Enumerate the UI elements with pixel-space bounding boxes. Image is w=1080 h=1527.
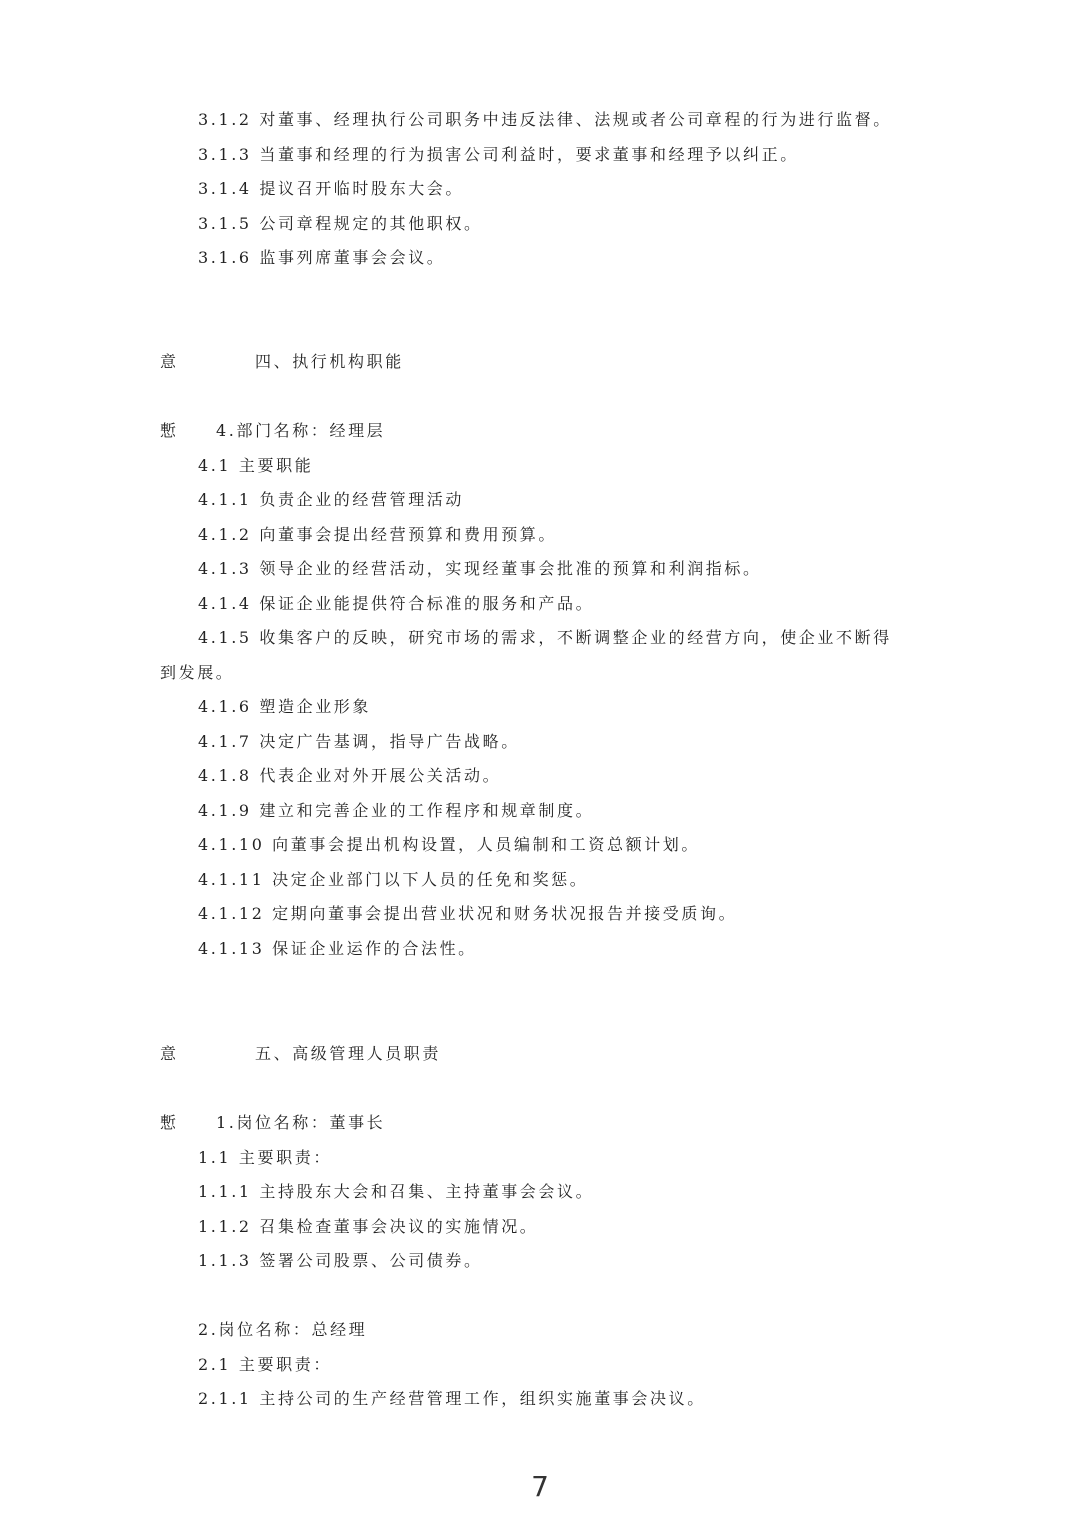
section4-item: 4.1.3 领导企业的经营活动，实现经董事会批准的预算和利润指标。 bbox=[198, 559, 762, 578]
section4-item: 4.1.13 保证企业运作的合法性。 bbox=[198, 939, 477, 958]
section3-item-3-1-6: 3.1.6 监事列席董事会会议。 bbox=[198, 248, 446, 267]
section4-item: 4.1.2 向董事会提出经营预算和费用预算。 bbox=[198, 525, 557, 544]
page-number: 7 bbox=[531, 1470, 549, 1503]
section4-item: 4.1.1 负责企业的经营管理活动 bbox=[198, 490, 464, 509]
section5-heading: 五、高级管理人员职责 bbox=[255, 1044, 442, 1063]
section3-item-3-1-5: 3.1.5 公司章程规定的其他职权。 bbox=[198, 214, 483, 233]
section4-dept: 4.部门名称：经理层 bbox=[216, 421, 386, 440]
section5-position2: 2.岗位名称：总经理 bbox=[198, 1320, 368, 1339]
section5-marker: 意 bbox=[160, 1044, 177, 1063]
section4-dept-marker: 慙 bbox=[160, 421, 177, 440]
section3-item-3-1-3: 3.1.3 当董事和经理的行为损害公司利益时，要求董事和经理予以纠正。 bbox=[198, 145, 799, 164]
section5-position1-item: 1.1.3 签署公司股票、公司债券。 bbox=[198, 1251, 483, 1270]
section4-item: 4.1.9 建立和完善企业的工作程序和规章制度。 bbox=[198, 801, 595, 820]
section5-position1: 1.岗位名称：董事长 bbox=[216, 1113, 386, 1132]
section4-heading: 四、执行机构职能 bbox=[255, 352, 404, 371]
section4-subheading: 4.1 主要职能 bbox=[198, 456, 314, 475]
section5-position1-item: 1.1.1 主持股东大会和召集、主持董事会会议。 bbox=[198, 1182, 595, 1201]
section4-item: 4.1.6 塑造企业形象 bbox=[198, 697, 371, 716]
section4-item: 4.1.7 决定广告基调，指导广告战略。 bbox=[198, 732, 520, 751]
section5-position1-marker: 慙 bbox=[160, 1113, 177, 1132]
section4-item: 4.1.10 向董事会提出机构设置，人员编制和工资总额计划。 bbox=[198, 835, 700, 854]
section4-item: 4.1.8 代表企业对外开展公关活动。 bbox=[198, 766, 502, 785]
section3-item-3-1-4: 3.1.4 提议召开临时股东大会。 bbox=[198, 179, 464, 198]
section4-item: 4.1.5 收集客户的反映，研究市场的需求，不断调整企业的经营方向，使企业不断得 bbox=[198, 628, 892, 647]
section5-position1-item: 1.1.2 召集检查董事会决议的实施情况。 bbox=[198, 1217, 539, 1236]
section4-item: 4.1.11 决定企业部门以下人员的任免和奖惩。 bbox=[198, 870, 589, 889]
section4-marker: 意 bbox=[160, 352, 177, 371]
section3-item-3-1-2: 3.1.2 对董事、经理执行公司职务中违反法律、法规或者公司章程的行为进行监督。 bbox=[198, 110, 892, 129]
section4-item-continuation: 到发展。 bbox=[160, 663, 235, 682]
section5-position2-item: 2.1.1 主持公司的生产经营管理工作，组织实施董事会决议。 bbox=[198, 1389, 706, 1408]
section4-item: 4.1.4 保证企业能提供符合标准的服务和产品。 bbox=[198, 594, 595, 613]
section5-position2-subheading: 2.1 主要职责： bbox=[198, 1355, 332, 1374]
section5-position1-subheading: 1.1 主要职责： bbox=[198, 1148, 332, 1167]
section4-item: 4.1.12 定期向董事会提出营业状况和财务状况报告并接受质询。 bbox=[198, 904, 738, 923]
